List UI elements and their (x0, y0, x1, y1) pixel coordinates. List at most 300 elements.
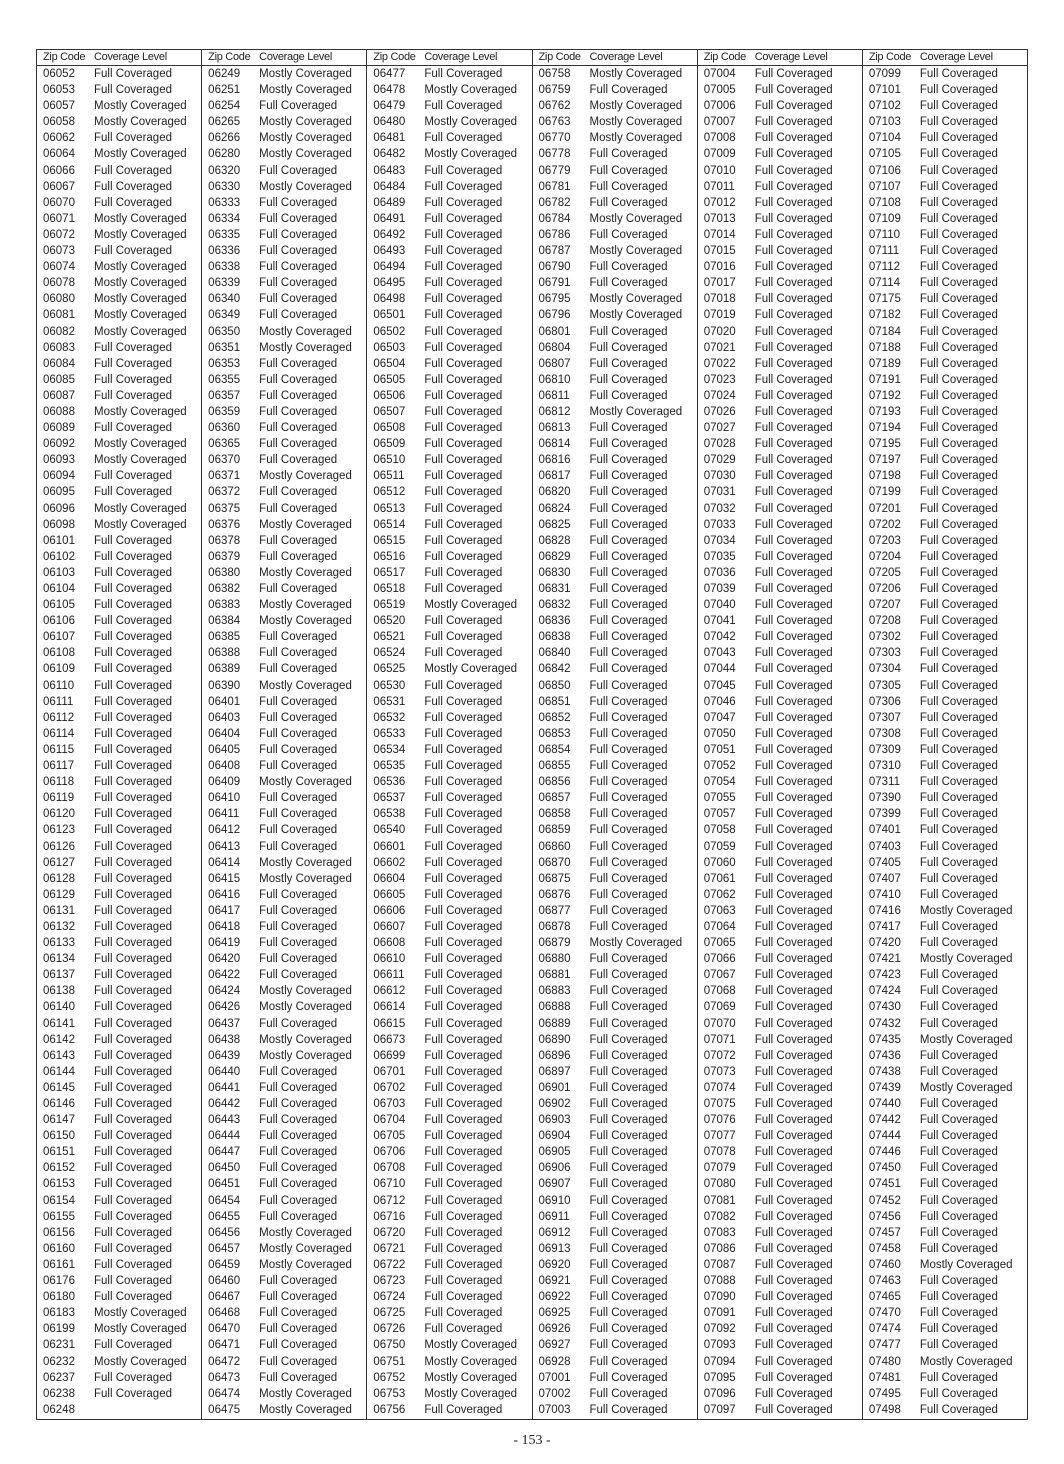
coverage-level-cell: Full Coveraged (919, 647, 998, 660)
coverage-level-cell: Full Coveraged (589, 1001, 668, 1014)
coverage-level-cell: Full Coveraged (919, 711, 998, 724)
zip-code-cell: 06897 (538, 1065, 571, 1078)
table-row (533, 999, 697, 1015)
table-row (367, 82, 531, 98)
zip-code-cell: 06088 (43, 405, 75, 418)
coverage-level-cell: Full Coveraged (259, 1130, 338, 1143)
coverage-level-cell: Full Coveraged (259, 937, 338, 950)
coverage-level-cell: Full Coveraged (94, 776, 172, 789)
coverage-level-cell: Full Coveraged (919, 1194, 998, 1207)
zip-code-cell: 06161 (43, 1258, 75, 1271)
coverage-level-cell: Mostly Coveraged (589, 937, 683, 950)
coverage-level-cell: Full Coveraged (589, 341, 668, 354)
zip-code-cell: 06501 (373, 309, 406, 322)
table-row (533, 1080, 697, 1096)
table-row (37, 340, 201, 356)
coverage-level-cell: Full Coveraged (259, 309, 338, 322)
coverage-level-cell: Full Coveraged (589, 470, 668, 483)
zip-code-cell: 06928 (538, 1355, 571, 1368)
table-row (367, 1370, 531, 1386)
coverage-level-cell: Full Coveraged (259, 969, 338, 982)
coverage-level-cell: Full Coveraged (424, 1001, 503, 1014)
table-row (37, 790, 201, 806)
coverage-level-cell: Full Coveraged (919, 438, 998, 451)
coverage-level-cell: Full Coveraged (919, 228, 998, 241)
zip-code-cell: 07036 (703, 566, 736, 579)
zip-code-cell: 06857 (538, 792, 571, 805)
table-row (367, 1048, 531, 1064)
zip-code-cell: 06183 (43, 1307, 75, 1320)
coverage-level-cell: Full Coveraged (424, 309, 503, 322)
table-row (367, 1273, 531, 1289)
coverage-level-cell: Full Coveraged (94, 1226, 172, 1239)
zip-code-cell: 07087 (703, 1258, 736, 1271)
zip-code-cell: 06254 (208, 100, 241, 113)
coverage-level-cell: Mostly Coveraged (259, 1258, 352, 1271)
coverage-level-cell: Full Coveraged (589, 261, 668, 274)
zip-code-cell: 07097 (703, 1403, 736, 1416)
coverage-level-cell: Full Coveraged (589, 277, 668, 290)
zip-code-cell: 06336 (208, 245, 241, 258)
zip-code-cell: 06231 (43, 1339, 75, 1352)
coverage-level-cell: Full Coveraged (259, 454, 338, 467)
table-row (863, 1370, 1027, 1386)
zip-code-cell: 06444 (208, 1130, 241, 1143)
table-row (863, 179, 1027, 195)
coverage-level-cell: Full Coveraged (919, 888, 998, 901)
coverage-level-cell: Full Coveraged (589, 985, 668, 998)
zip-code-cell: 06360 (208, 422, 241, 435)
table-row (698, 790, 862, 806)
coverage-level-cell: Full Coveraged (94, 808, 172, 821)
zip-code-cell: 06118 (43, 776, 75, 789)
table-row (698, 1386, 862, 1402)
coverage-level-cell: Full Coveraged (424, 1258, 503, 1271)
zip-code-cell: 07101 (868, 84, 901, 97)
zip-code-cell: 06752 (373, 1371, 406, 1384)
coverage-level-cell: Full Coveraged (259, 1065, 338, 1078)
table-row (367, 999, 531, 1015)
table-row (863, 661, 1027, 677)
zip-code-cell: 06137 (43, 969, 75, 982)
zip-code-cell: 07028 (703, 438, 736, 451)
coverage-level-cell: Full Coveraged (919, 164, 998, 177)
coverage-level-cell: Full Coveraged (919, 405, 998, 418)
table-row (533, 436, 697, 452)
coverage-level-cell: Full Coveraged (259, 953, 338, 966)
zip-code-cell: 06888 (538, 1001, 571, 1014)
coverage-level-cell: Full Coveraged (754, 277, 833, 290)
zip-code-cell: 07109 (868, 212, 901, 225)
table-row (698, 1305, 862, 1321)
table-row (37, 661, 201, 677)
table-row (367, 1305, 531, 1321)
coverage-level-cell: Mostly Coveraged (424, 84, 518, 97)
coverage-level-cell: Mostly Coveraged (259, 341, 352, 354)
table-row (202, 951, 366, 967)
coverage-level-cell: Full Coveraged (94, 164, 172, 177)
coverage-level-cell: Mostly Coveraged (424, 1371, 518, 1384)
zip-code-cell: 07421 (868, 953, 901, 966)
table-row (367, 195, 531, 211)
coverage-level-cell: Full Coveraged (919, 261, 998, 274)
table-row (863, 1305, 1027, 1321)
table-row (533, 1160, 697, 1176)
table-row (37, 533, 201, 549)
table-row (698, 484, 862, 500)
table-row (367, 758, 531, 774)
coverage-level-cell: Full Coveraged (919, 808, 998, 821)
zip-code-cell: 06791 (538, 277, 571, 290)
table-row (367, 887, 531, 903)
coverage-level-cell: Mostly Coveraged (259, 116, 352, 129)
coverage-level-cell: Full Coveraged (259, 293, 338, 306)
zip-code-cell: 06796 (538, 309, 571, 322)
zip-code-cell: 06505 (373, 373, 406, 386)
zip-code-cell: 07104 (868, 132, 901, 145)
coverage-level-cell: Full Coveraged (259, 1323, 338, 1336)
coverage-level-cell: Full Coveraged (919, 937, 998, 950)
coverage-level-cell: Full Coveraged (754, 373, 833, 386)
table-row (367, 983, 531, 999)
zip-code-cell: 07474 (868, 1323, 901, 1336)
coverage-level-cell: Full Coveraged (424, 888, 503, 901)
table-row (37, 275, 201, 291)
zip-code-header: Zip Code (703, 51, 746, 63)
table-row (37, 1273, 201, 1289)
coverage-level-cell: Full Coveraged (589, 1242, 668, 1255)
coverage-level-cell: Full Coveraged (919, 727, 998, 740)
table-row (367, 1402, 531, 1418)
zip-code-cell: 06103 (43, 566, 75, 579)
coverage-level-cell: Full Coveraged (754, 180, 833, 193)
zip-code-cell: 07078 (703, 1146, 736, 1159)
table-row (202, 1386, 366, 1402)
zip-code-cell: 06611 (373, 969, 405, 982)
coverage-level-cell: Full Coveraged (754, 1194, 833, 1207)
zip-code-cell: 07470 (868, 1307, 901, 1320)
table-row (533, 613, 697, 629)
table-row (698, 388, 862, 404)
zip-code-cell: 07003 (538, 1403, 571, 1416)
table-row (37, 1128, 201, 1144)
zip-code-cell: 06763 (538, 116, 571, 129)
table-row (367, 774, 531, 790)
zip-code-cell: 06905 (538, 1146, 571, 1159)
table-row (863, 919, 1027, 935)
coverage-level-cell: Full Coveraged (94, 341, 172, 354)
table-row (367, 661, 531, 677)
table-row (367, 871, 531, 887)
zip-code-cell: 06359 (208, 405, 241, 418)
coverage-level-cell: Mostly Coveraged (259, 985, 352, 998)
zip-code-cell: 06896 (538, 1049, 571, 1062)
coverage-level-cell: Full Coveraged (919, 631, 998, 644)
table-row (863, 1273, 1027, 1289)
coverage-level-cell: Full Coveraged (94, 1001, 172, 1014)
coverage-level-cell: Full Coveraged (754, 1371, 833, 1384)
zip-code-cell: 07432 (868, 1017, 901, 1030)
table-row (367, 1144, 531, 1160)
table-row (37, 1016, 201, 1032)
table-row (37, 356, 201, 372)
zip-code-cell: 06437 (208, 1017, 241, 1030)
coverage-level-cell: Full Coveraged (94, 1242, 172, 1255)
zip-code-cell: 07081 (703, 1194, 736, 1207)
coverage-level-cell: Full Coveraged (424, 1162, 503, 1175)
zip-code-cell: 06114 (43, 727, 75, 740)
table-row (37, 259, 201, 275)
coverage-level-cell: Full Coveraged (754, 904, 833, 917)
coverage-level-cell: Full Coveraged (259, 100, 338, 113)
coverage-level-cell: Full Coveraged (919, 1130, 998, 1143)
coverage-level-cell: Full Coveraged (754, 631, 833, 644)
zip-code-cell: 07460 (868, 1258, 901, 1271)
table-row (37, 82, 201, 98)
table-row (698, 935, 862, 951)
table-row (533, 1048, 697, 1064)
coverage-level-cell: Full Coveraged (424, 132, 503, 145)
coverage-level-cell: Full Coveraged (589, 1194, 668, 1207)
coverage-level-cell: Full Coveraged (754, 534, 833, 547)
table-row (367, 1193, 531, 1209)
zip-code-cell: 06133 (43, 937, 75, 950)
table-row (533, 179, 697, 195)
coverage-level-cell: Full Coveraged (424, 1210, 503, 1223)
zip-code-cell: 07067 (703, 969, 736, 982)
zip-code-cell: 06855 (538, 760, 571, 773)
coverage-level-cell: Full Coveraged (919, 792, 998, 805)
zip-code-cell: 07423 (868, 969, 901, 982)
zip-code-cell: 07083 (703, 1226, 736, 1239)
coverage-level-cell: Full Coveraged (919, 1049, 998, 1062)
coverage-level-cell: Full Coveraged (424, 1307, 503, 1320)
coverage-level-cell: Full Coveraged (94, 1371, 172, 1384)
table-row (863, 1386, 1027, 1402)
table-row (202, 356, 366, 372)
zip-code-cell: 06081 (43, 309, 75, 322)
zip-code-cell: 06376 (208, 518, 241, 531)
zip-code-cell: 06411 (208, 808, 240, 821)
coverage-level-cell: Full Coveraged (919, 357, 998, 370)
table-row (698, 324, 862, 340)
zip-code-cell: 06101 (43, 534, 75, 547)
coverage-level-cell: Full Coveraged (424, 872, 503, 885)
zip-code-cell: 06912 (538, 1226, 571, 1239)
zip-code-cell: 07401 (868, 824, 901, 837)
table-row (533, 871, 697, 887)
table-row (202, 839, 366, 855)
zip-code-cell: 07302 (868, 631, 901, 644)
coverage-level-cell: Full Coveraged (919, 1291, 998, 1304)
table-row (698, 307, 862, 323)
zip-code-cell: 06612 (373, 985, 406, 998)
table-row (698, 1096, 862, 1112)
zip-code-cell: 06478 (373, 84, 406, 97)
table-row (367, 839, 531, 855)
coverage-level-cell: Mostly Coveraged (94, 293, 187, 306)
coverage-level-cell: Full Coveraged (424, 760, 503, 773)
coverage-level-cell: Full Coveraged (94, 1210, 172, 1223)
zip-code-cell: 06066 (43, 164, 75, 177)
zip-code-cell: 06723 (373, 1275, 406, 1288)
table-row (367, 533, 531, 549)
table-row (202, 1160, 366, 1176)
coverage-level-cell: Full Coveraged (94, 534, 172, 547)
zip-code-cell: 06492 (373, 228, 406, 241)
table-row (698, 710, 862, 726)
table-row (863, 517, 1027, 533)
coverage-level-cell: Full Coveraged (589, 1065, 668, 1078)
table-row (202, 1032, 366, 1048)
zip-code-cell: 07069 (703, 1001, 736, 1014)
table-row (367, 1032, 531, 1048)
coverage-level-cell: Full Coveraged (754, 100, 833, 113)
table-row (698, 645, 862, 661)
coverage-level-cell: Full Coveraged (259, 1210, 338, 1223)
zip-code-cell: 06812 (538, 405, 571, 418)
zip-code-cell: 06838 (538, 631, 571, 644)
table-row (202, 243, 366, 259)
table-row (367, 1337, 531, 1353)
coverage-level-cell: Full Coveraged (424, 373, 503, 386)
coverage-level-cell: Mostly Coveraged (259, 599, 352, 612)
zip-code-cell: 06338 (208, 261, 241, 274)
coverage-level-cell: Full Coveraged (919, 389, 998, 402)
coverage-level-cell: Mostly Coveraged (94, 325, 187, 338)
coverage-level-cell: Mostly Coveraged (919, 953, 1013, 966)
zip-code-cell: 06515 (373, 534, 406, 547)
zip-code-cell: 06473 (208, 1371, 241, 1384)
zip-code-cell: 06355 (208, 373, 241, 386)
coverage-level-cell: Full Coveraged (754, 647, 833, 660)
zip-code-cell: 06484 (373, 180, 406, 193)
table-row (698, 404, 862, 420)
zip-code-cell: 06248 (43, 1403, 75, 1416)
table-row (367, 243, 531, 259)
table-row (367, 645, 531, 661)
coverage-level-cell: Full Coveraged (754, 1033, 833, 1046)
zip-code-cell: 06370 (208, 454, 241, 467)
coverage-level-cell: Full Coveraged (94, 486, 172, 499)
coverage-level-cell: Full Coveraged (754, 293, 833, 306)
coverage-level-cell: Full Coveraged (94, 840, 172, 853)
table-row (202, 501, 366, 517)
zip-code-cell: 06498 (373, 293, 406, 306)
coverage-level-cell: Full Coveraged (754, 1258, 833, 1271)
table-row (37, 742, 201, 758)
coverage-level-cell: Full Coveraged (424, 808, 503, 821)
table-row (367, 710, 531, 726)
table-row (698, 227, 862, 243)
zip-code-cell: 06180 (43, 1291, 75, 1304)
table-row (367, 1354, 531, 1370)
coverage-level-cell: Full Coveraged (424, 1065, 503, 1078)
table-row (863, 1354, 1027, 1370)
coverage-level-cell: Full Coveraged (589, 1049, 668, 1062)
coverage-level-cell: Full Coveraged (94, 679, 172, 692)
coverage-level-cell: Full Coveraged (589, 920, 668, 933)
coverage-level-cell: Full Coveraged (424, 1242, 503, 1255)
coverage-level-cell: Full Coveraged (94, 904, 172, 917)
zip-code-cell: 06927 (538, 1339, 571, 1352)
table-row (202, 420, 366, 436)
table-row (533, 1209, 697, 1225)
coverage-level-cell: Full Coveraged (754, 357, 833, 370)
table-row (37, 1241, 201, 1257)
zip-code-cell: 06518 (373, 583, 406, 595)
zip-code-cell: 07023 (703, 373, 736, 386)
zip-code-cell: 06605 (373, 888, 406, 901)
table-row (367, 372, 531, 388)
coverage-level-cell: Full Coveraged (424, 518, 503, 531)
table-row (367, 517, 531, 533)
coverage-level-cell: Mostly Coveraged (94, 116, 187, 129)
zip-code-cell: 07057 (703, 808, 736, 821)
table-row (533, 774, 697, 790)
table-row (202, 1289, 366, 1305)
table-row (367, 1176, 531, 1192)
zip-code-cell: 07438 (868, 1065, 901, 1078)
table-row (202, 1112, 366, 1128)
table-row (202, 259, 366, 275)
table-row (202, 629, 366, 645)
zip-code-cell: 06142 (43, 1033, 75, 1046)
zip-code-cell: 07480 (868, 1355, 901, 1368)
zip-code-cell: 06702 (373, 1081, 406, 1094)
zip-code-cell: 07452 (868, 1194, 901, 1207)
coverage-level-cell: Full Coveraged (754, 1146, 833, 1159)
coverage-level-cell: Mostly Coveraged (94, 309, 187, 322)
zip-code-cell: 06801 (538, 325, 571, 338)
table-row (367, 114, 531, 130)
table-row (533, 661, 697, 677)
coverage-level-cell: Mostly Coveraged (259, 132, 352, 145)
table-row (863, 726, 1027, 742)
table-row (367, 597, 531, 613)
table-row (202, 549, 366, 565)
table-row (863, 1096, 1027, 1112)
coverage-level-cell: Full Coveraged (589, 373, 668, 386)
coverage-level-cell: Full Coveraged (919, 1275, 998, 1288)
coverage-level-cell: Mostly Coveraged (919, 904, 1013, 917)
table-row (367, 1321, 531, 1337)
coverage-level-cell: Mostly Coveraged (589, 212, 683, 225)
table-row (863, 903, 1027, 919)
zip-code-cell: 07027 (703, 422, 736, 435)
coverage-level-cell: Mostly Coveraged (94, 438, 187, 451)
coverage-level-cell: Full Coveraged (259, 840, 338, 853)
zip-code-cell: 06876 (538, 888, 571, 901)
table-row (533, 82, 697, 98)
zip-code-cell: 07205 (868, 566, 901, 579)
coverage-level-cell: Full Coveraged (589, 486, 668, 499)
zip-code-cell: 07005 (703, 84, 736, 97)
zip-code-cell: 06901 (538, 1081, 571, 1094)
coverage-level-cell: Full Coveraged (754, 1130, 833, 1143)
table-row (863, 211, 1027, 227)
table-row (533, 822, 697, 838)
zip-code-cell: 06493 (373, 245, 406, 258)
table-row (202, 983, 366, 999)
coverage-level-cell: Mostly Coveraged (259, 1049, 352, 1062)
zip-code-cell: 07184 (868, 325, 901, 338)
zip-code-cell: 06514 (373, 518, 406, 531)
zip-code-cell: 06883 (538, 985, 571, 998)
table-row (533, 565, 697, 581)
coverage-level-cell: Full Coveraged (424, 164, 503, 177)
coverage-level-cell: Full Coveraged (919, 180, 998, 193)
